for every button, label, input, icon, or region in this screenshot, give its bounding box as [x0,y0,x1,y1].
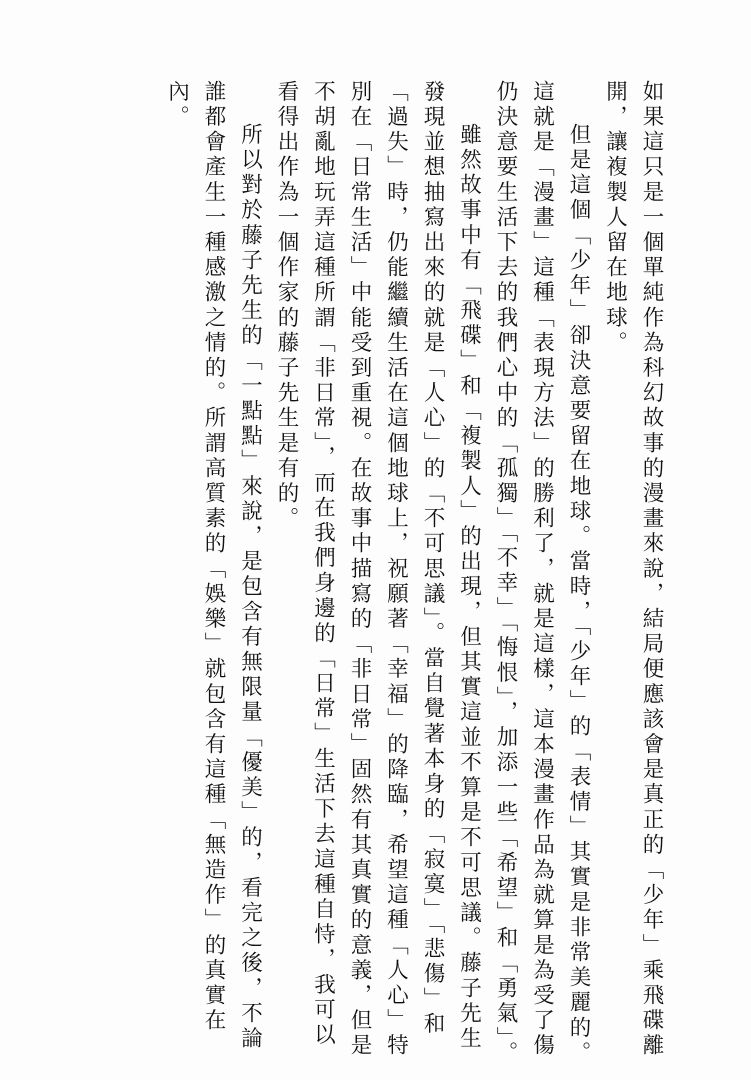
paragraph-2: 但是這個「少年」卻決意要留在地球。當時，「少年」的「表情」其實是非常美麗的。這就是「漫畫」這種「表現方法」的勝利了，就是這樣，這本漫畫作品為就算是為受了傷仍決意要生活下去的我們心中的「孤獨」「不幸」「悔恨」，加添一些「希望」和「勇氣」。 [493,80,591,1067]
vertical-text-block [158,80,669,1070]
paragraph-4: 所以對於藤子先生的「一點點」來說，是包含有無限量「優美」的，看完之後，不論誰都會產生一種感激之情的。所謂高質素的「娛樂」就包含有這種「無造作」的真實在內。 [164,80,263,1052]
paragraph-1: 如果這只是一個單純作為科幻故事的漫畫來說，結局便應該會是真正的「少年」乘飛碟離開，讓複製人留在地球。 [602,80,664,1059]
paragraph-3: 雖然故事中有「飛碟」和「複製人」的出現，但其實這並不算是不可思議。藤子先生發現並想抽寫出來的就是「人心」的「不可思議」。當自覺著本身的「寂寞」「悲傷」和「過失」時，仍能繼續生活在這個地球上，祝願著「幸福」的降臨，希望這種「人心」特別在「日常生活」中能受到重視。在故事中描寫的「非日常」固然有其真實的意義，但是不胡亂地玩弄這種所謂「非日常」，而在我們身邊的「日常」生活下去這種自恃，我可以看得出作為一個作家的藤子先生是有的。 [274,80,482,1059]
